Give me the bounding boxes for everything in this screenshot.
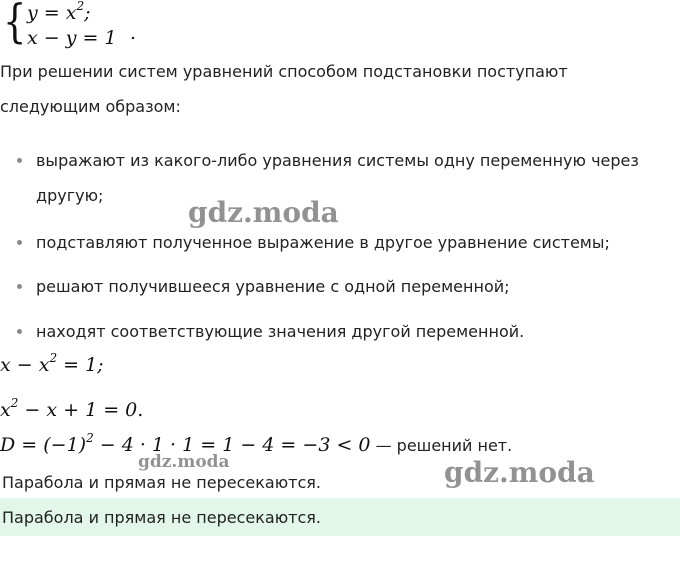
- equation-2-exponent: 2: [10, 396, 19, 410]
- system-brace: {: [3, 0, 27, 48]
- step-3: решают получившееся уравнение с одной переменной;: [36, 277, 510, 296]
- equation-1: [0, 351, 104, 376]
- bullet-icon: [17, 284, 22, 289]
- equation-3: [0, 431, 513, 456]
- watermark-logo: gdz.moda: [444, 456, 595, 489]
- system-equation-1-text: y = x: [27, 2, 77, 24]
- equation-2-part-a: x: [0, 399, 11, 421]
- system-equation-1-exponent: 2: [76, 0, 85, 13]
- equation-2: [0, 396, 144, 421]
- intro-line-2: следующим образом:: [0, 97, 181, 116]
- equation-3-comment: — решений нет.: [370, 436, 513, 455]
- intro-line-1: При решении систем уравнений способом подстановки поступают: [0, 62, 568, 81]
- step-2: подставляют полученное выражение в другое уравнение системы;: [36, 233, 610, 252]
- answer-text: Парабола и прямая не пересекаются.: [2, 508, 321, 527]
- watermark-logo: gdz.moda: [188, 196, 339, 229]
- answer-box: [0, 498, 680, 536]
- system-equation-2-text: x − y = 1: [27, 27, 117, 49]
- conclusion-text: Парабола и прямая не пересекаются.: [2, 473, 321, 492]
- step-4: находят соответствующие значения другой переменной.: [36, 322, 525, 341]
- system-equation-1-tail: ;: [84, 2, 91, 24]
- bullet-icon: [17, 329, 22, 334]
- watermark-logo: gdz.moda: [138, 452, 230, 472]
- bullet-icon: [17, 240, 22, 245]
- equation-1-part-b: = 1;: [57, 354, 104, 376]
- system-equation-1: [27, 2, 91, 24]
- equation-3-part-a: D = (−1): [0, 434, 87, 456]
- system-equation-2: [27, 27, 117, 49]
- system-dot: .: [130, 22, 137, 44]
- equation-1-exponent: 2: [49, 351, 58, 365]
- bullet-icon: [17, 158, 22, 163]
- equation-3-part-b: − 4 · 1 · 1 = 1 − 4 = −3 < 0: [93, 434, 371, 456]
- equation-2-part-b: − x + 1 = 0.: [18, 399, 144, 421]
- step-1-line-2: другую;: [36, 186, 104, 205]
- equation-3-exponent: 2: [86, 431, 94, 445]
- step-1-line-1: выражают из какого-либо уравнения системы одну переменную через: [36, 151, 639, 170]
- equation-1-part-a: x − x: [0, 354, 50, 376]
